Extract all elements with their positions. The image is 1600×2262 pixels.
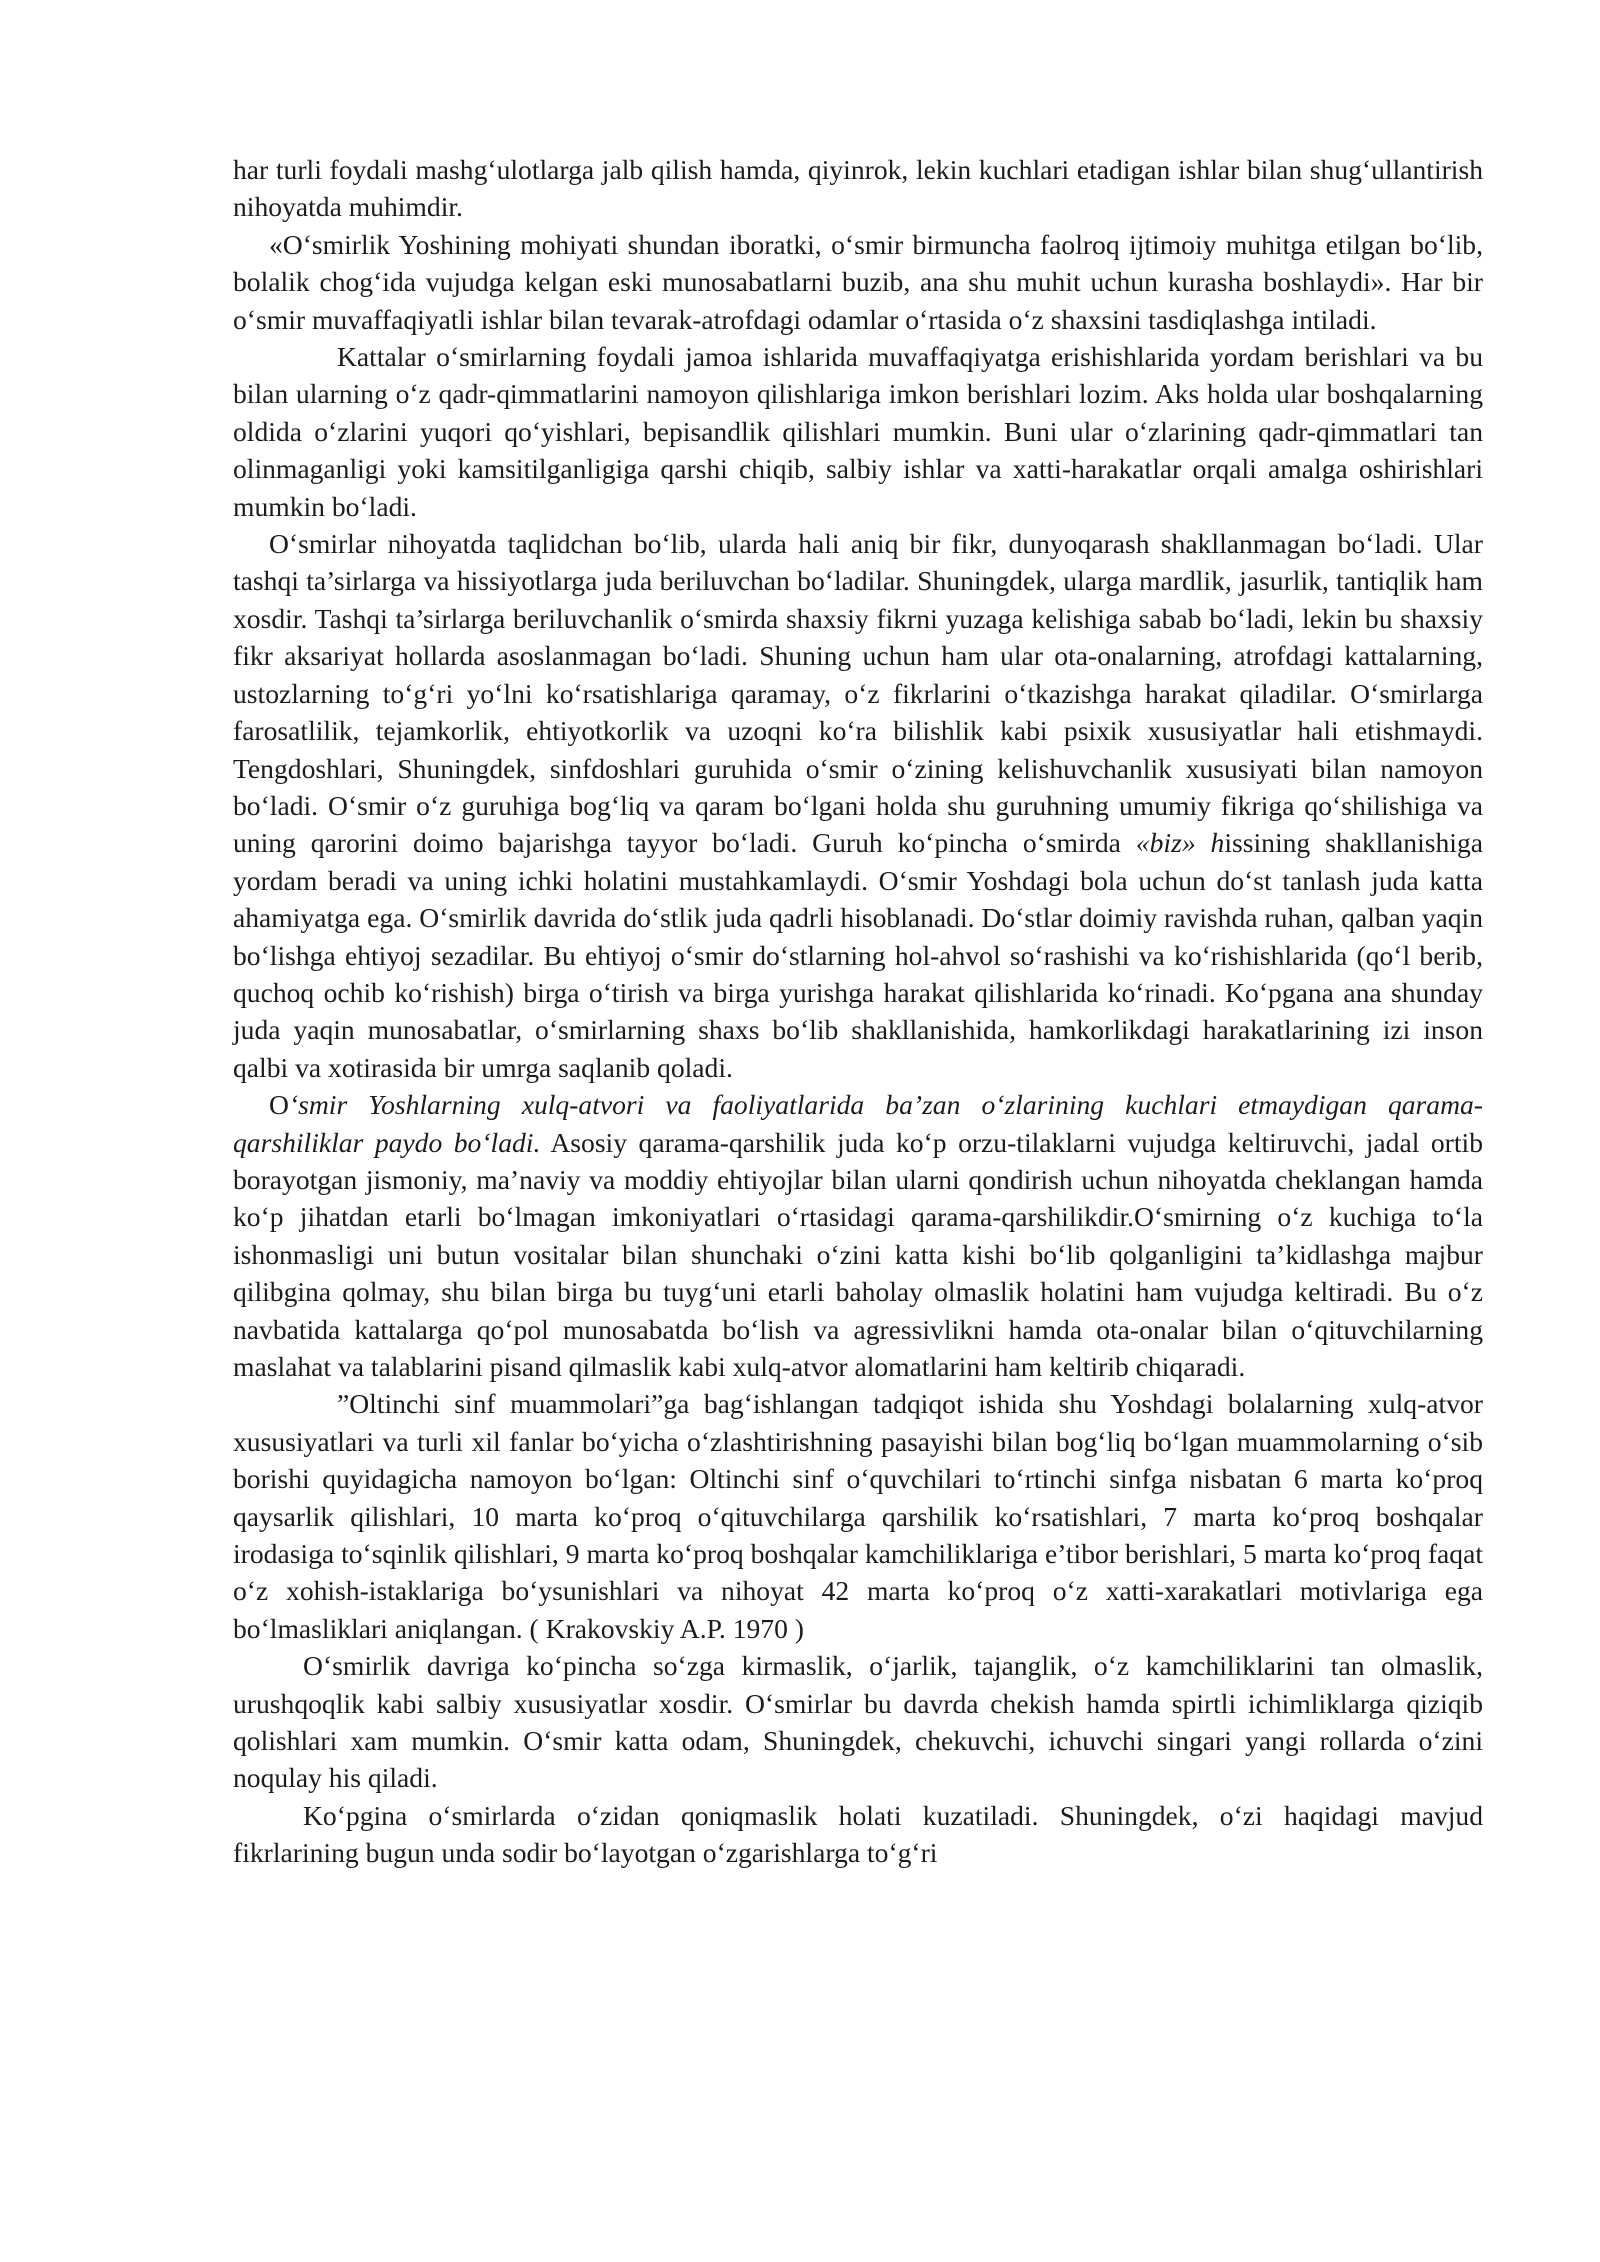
paragraph-text: Asosiy qarama-qarshilik juda ko‘p orzu-tilaklarni vujudga keltiruvchi, jadal ortib borayotgan jismoniy, ma’naviy va moddiy ehtiyojlar bilan ularni qondirish uchun nihoyatda cheklangan hamda ko‘p jihatdan etarli bo‘lmagan imkoniyatlari o‘rtasidagi qarama-qarshilikdir.O‘smirning o‘z kuchiga to‘la ishonmasligi uni butun vositalar bilan shunchaki o‘zini katta kishi bo‘lib qolganligini ta’kidlashga majbur qilibgina qolmay, shu bilan birga bu tuyg‘uni etarli baholay olmaslik holatini ham vujudga keltiradi. Bu o‘z navbatida kattalarga qo‘pol munosabatda bo‘lish va agressivlikni hamda ota-onalar bilan o‘qituvchilarning maslahat va talablarini pisand qilmaslik kabi xulq-atvor alomatlarini ham keltirib chiqaradi. — [233, 1126, 1483, 1382]
document-body — [233, 151, 1483, 1872]
paragraph: ”Oltinchi sinf muammolari”ga bag‘ishlangan tadqiqot ishida shu Yoshdagi bolalarning xulq-atvor xususiyatlari va turli xil fanlar bo‘yicha o‘zlashtirishning pasayishi bilan bog‘liq bo‘lgan muammolarning o‘sib borishi quyidagicha namoyon bo‘lgan: Oltinchi sinf o‘quvchilari to‘rtinchi sinfga nisbatan 6 marta ko‘proq qaysarlik qilishlari, 10 marta ko‘proq o‘qituvchilarga qarshilik ko‘rsatishlari, 7 marta ko‘proq boshqalar irodasiga to‘sqinlik qilishlari, 9 marta ko‘proq boshqalar kamchiliklariga e’tibor berishlari, 5 marta ko‘proq faqat o‘z xohish-istaklariga bo‘ysunishlari va nihoyat 42 marta ko‘proq o‘z xatti-xarakatlari motivlariga ega bo‘lmasliklari aniqlangan. ( Krakovskiy A.P. 1970 ) — [233, 1388, 1483, 1644]
paragraph-text: O‘smirlar nihoyatda taqlidchan bo‘lib, ularda hali aniq bir fikr, dunyoqarash shakllanmagan bo‘ladi. Ular tashqi ta’sirlarga va hissiyotlarga juda beriluvchan bo‘ladilar. Shuningdek, ularga mardlik, jasurlik, tantiqlik ham xosdir. Tashqi ta’sirlarga beriluvchanlik o‘smirda shaxsiy fikrni yuzaga kelishiga sabab bo‘ladi, lekin bu shaxsiy fikr aksariyat hollarda asoslanmagan bo‘ladi. Shuning uchun ham ular ota-onalarning, atrofdagi kattalarning, ustozlarning to‘g‘ri yo‘lni ko‘rsatishlariga qaramay, o‘z fikrlarini o‘tkazishga harakat qiladilar. O‘smirlarga farosatlilik, tejamkorlik, ehtiyotkorlik va uzoqni ko‘ra bilishlik kabi psixik xususiyatlar hali etishmaydi. Tengdoshlari, Shuningdek, sinfdoshlari guruhida o‘smir o‘zining kelishuvchanlik xususiyati bilan namoyon bo‘ladi. O‘smir o‘z guruhiga bog‘liq va qaram bo‘lgani holda shu guruhning umumiy fikriga qo‘shilishiga va uning qarorini doimo bajarishga tayyor bo‘ladi. Guruh ko‘pincha o‘smirda — [233, 528, 1483, 859]
paragraph — [233, 525, 1483, 1086]
paragraph — [233, 1086, 1483, 1385]
paragraph: Kattalar o‘smirlarning foydali jamoa ishlarida muvaffaqiyatga erishishlarida yordam berishlari va bu bilan ularning o‘z qadr-qimmatlarini namoyon qilishlariga imkon berishlari lozim. Aks holda ular boshqalarning oldida o‘zlarini yuqori qo‘yishlari, bepisandlik qilishlari mumkin. Buni ular o‘zlarining qadr-qimmatlari tan olinmaganligi yoki kamsitilganligiga qarshi chiqib, salbiy ishlar va xatti-harakatlar orqali amalga oshirishlari mumkin bo‘ladi. — [233, 341, 1483, 522]
paragraph: har turli foydali mashg‘ulotlarga jalb qilish hamda, qiyinrok, lekin kuchlari etadigan ishlar bilan shug‘ullantirish nihoyatda muhimdir. — [233, 154, 1483, 223]
italic-text: ‘smir Yoshlarning xulq-atvori va faoliyatlarida ba’zan o‘zlarining kuchlari etmaydigan qarama-qarshiliklar paydo bo‘ladi. — [233, 1089, 1483, 1158]
paragraph: O‘smirlik davriga ko‘pincha so‘zga kirmaslik, o‘jarlik, tajanglik, o‘z kamchiliklarini tan olmaslik, urushqoqlik kabi salbiy xususiyatlar xosdir. O‘smirlar bu davrda chekish hamda spirtli ichimliklarga qiziqib qolishlari xam mumkin. O‘smir katta odam, Shuningdek, chekuvchi, ichuvchi singari yangi rollarda o‘zini noqulay his qiladi. — [233, 1650, 1483, 1794]
italic-text: «biz» h — [1135, 827, 1225, 859]
paragraph-text: issining shakllanishiga yordam beradi va uning ichki holatini mustahkamlaydi. O‘smir Yoshdagi bola uchun do‘st tanlash juda katta ahamiyatga ega. O‘smirlik davrida do‘stlik juda qadrli hisoblanadi. Do‘stlar doimiy ravishda ruhan, qalban yaqin bo‘lishga ehtiyoj sezadilar. Bu ehtiyoj o‘smir do‘stlarning hol-ahvol so‘rashishi va ko‘rishishlarida (qo‘l berib, quchoq ochib ko‘rishish) birga o‘tirish va birga yurishga harakat qilishlarida ko‘rinadi. Ko‘pgana ana shunday juda yaqin munosabatlar, o‘smirlarning shaxs bo‘lib shakllanishida, hamkorlikdagi harakatlarining izi inson qalbi va xotirasida bir umrga saqlanib qoladi. — [233, 827, 1483, 1083]
paragraph: Ko‘pgina o‘smirlarda o‘zidan qoniqmaslik holati kuzatiladi. Shuningdek, o‘zi haqidagi mavjud fikrlarining bugun unda sodir bo‘layotgan o‘zgarishlarga to‘g‘ri — [233, 1799, 1483, 1869]
paragraph: «O‘smirlik Yoshining mohiyati shundan iboratki, o‘smir birmuncha faolroq ijtimoiy muhitga etilgan bo‘lib, bolalik chog‘ida vujudga kelgan eski munosabatlarni buzib, ana shu muhit uchun kurasha boshlaydi». Har bir o‘smir muvaffaqiyatli ishlar bilan tevarak-atrofdagi odamlar o‘rtasida o‘z shaxsini tasdiqlashga intiladi. — [233, 228, 1483, 335]
paragraph-text: O — [269, 1089, 289, 1121]
